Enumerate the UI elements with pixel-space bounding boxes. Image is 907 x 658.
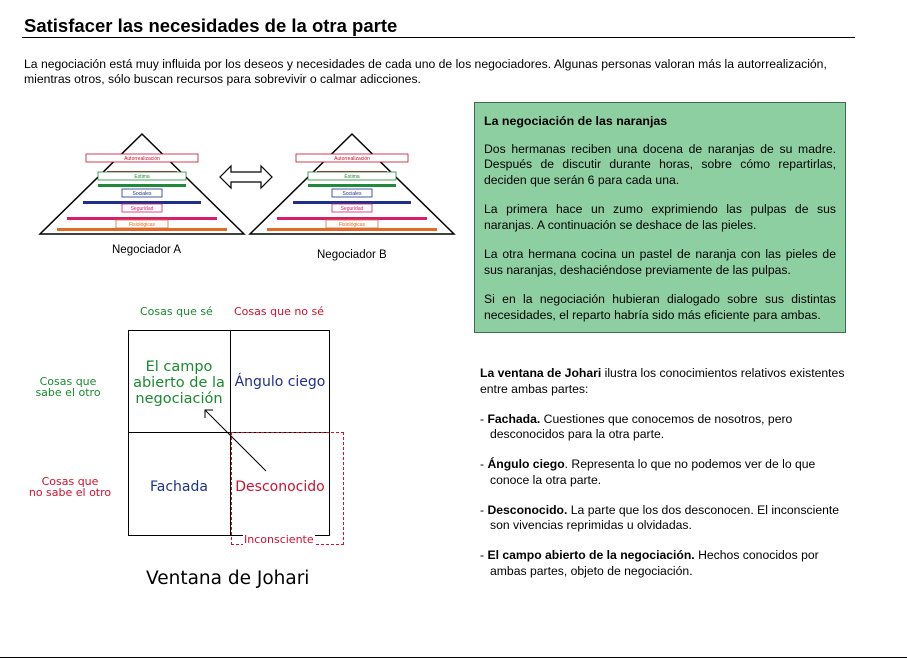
pyramid-tier-label: Sociales — [132, 191, 152, 197]
cell-open-line: abierto de la — [133, 375, 225, 391]
johari-caption: Ventana de Johari — [146, 568, 310, 589]
caption-negotiator-b: Negociador B — [317, 249, 387, 261]
cell-open-area — [128, 359, 230, 407]
oranges-heading: La negociación de las naranjas — [484, 114, 668, 128]
johari-intro-term: La ventana de Johari — [480, 366, 602, 380]
johari-item-term: Ángulo ciego — [487, 457, 565, 471]
johari-item-term: Desconocido. — [487, 502, 568, 517]
pyramid-tier-label: Fisiológicas — [338, 222, 366, 228]
cell-unknown: Desconocido — [235, 479, 325, 495]
oranges-paragraph: La primera hace un zumo exprimiendo las pulpas de sus naranjas. A continuación se deshace de las pieles. — [484, 202, 836, 232]
row-head-unknown-line: no sabe el otro — [28, 486, 112, 499]
johari-intro-text: ilustra los conocimientos relativos existentes entre ambas partes: — [480, 366, 845, 396]
johari-item-term: El campo abierto de la negociación. — [487, 548, 695, 562]
pyramid-tier-band — [308, 184, 396, 187]
cell-blind-spot: Ángulo ciego — [234, 374, 326, 390]
needs-pyramid-a — [38, 132, 246, 236]
pyramid-tier-band — [57, 228, 227, 231]
johari-intro — [480, 366, 852, 397]
pyramid-tier-label: Estima — [134, 174, 150, 180]
johari-item: - El campo abierto de la negociación. Hechos conocidos por ambas partes, objeto de negociación. — [480, 548, 819, 578]
arrow-icon — [200, 405, 270, 475]
pyramid-tier-band — [293, 201, 411, 204]
johari-item-desc: Hechos conocidos por ambas partes, objeto de negociación. — [490, 548, 819, 578]
cell-open-line: negociación — [135, 391, 223, 407]
title-underline — [22, 37, 855, 38]
caption-negotiator-a: Negociador A — [112, 244, 182, 256]
johari-item-desc: . Representa lo que no podemos ver de lo que conoce la otra parte. — [490, 457, 816, 487]
row-head-unknown — [18, 476, 122, 498]
pyramid-tier-band — [267, 228, 437, 231]
row-head-unknown-line: Cosas que — [41, 475, 99, 488]
johari-item: - Ángulo ciego. Representa lo que no podemos ver de lo que conoce la otra parte. — [480, 457, 816, 487]
needs-pyramid-b — [248, 132, 456, 236]
pyramid-tier-label: Sociales — [342, 191, 362, 197]
oranges-story-box — [474, 102, 846, 333]
pyramid-tier-label: Fisiológicas — [128, 222, 156, 228]
pyramid-tier-label: Seguridad — [130, 206, 154, 212]
pyramid-tier-label: Autorrealización — [124, 156, 160, 162]
johari-item: - Desconocido. La parte que los dos desconocen. El inconsciente son vivencias reprimidas u olvidadas. — [480, 502, 840, 532]
johari-item-desc: Cuestiones que conocemos de nosotros, pero desconocidos para la otra parte. — [490, 411, 793, 441]
johari-explanation — [480, 366, 852, 579]
oranges-paragraph: La otra hermana cocina un pastel de naranja con las pieles de sus naranjas, deshaciéndose previamente de las pulpas. — [484, 247, 836, 277]
pyramid-tier-band — [98, 184, 186, 187]
pyramid-tier-band — [83, 201, 201, 204]
oranges-paragraph: Si en la negociación hubieran dialogado sobre sus distintas necesidades, el reparto habría sido más eficiente para ambas. — [484, 292, 836, 322]
johari-item: - Fachada. Cuestiones que conocemos de nosotros, pero desconocidos para la otra parte. — [480, 411, 793, 441]
pyramid-tier-band — [67, 217, 217, 220]
oranges-paragraph: Dos hermanas reciben una docena de naranjas de su madre. Después de discutir durante horas, sobre cómo repartirlas, deciden que serán 6 para cada una. — [484, 141, 836, 187]
pyramid-tier-label: Estima — [344, 174, 360, 180]
col-head-known: Cosas que sé — [140, 305, 213, 318]
intro-paragraph: La negociación está muy influida por los deseos y necesidades de cada uno de los negociadores. Algunas personas valoran más la autorrealización, mientras otros, sólo buscan recursos para sobrevivir o calmar adicciones. — [24, 57, 827, 86]
pyramid-tier-label: Seguridad — [340, 206, 364, 212]
johari-item-desc: La parte que los dos desconocen. El inconsciente son vivencias reprimidas u olvidadas. — [490, 502, 840, 532]
row-head-known — [28, 376, 108, 398]
pyramid-tier-label: Autorrealización — [334, 156, 370, 162]
johari-item-term: Fachada. — [487, 411, 541, 426]
subconscious-label: Inconsciente — [244, 533, 314, 546]
page-title: Satisfacer las necesidades de la otra parte — [24, 15, 398, 36]
row-head-known-line: sabe el otro — [35, 386, 101, 399]
cell-open-line: El campo — [145, 359, 213, 375]
pyramid-tier-band — [277, 217, 427, 220]
col-head-unknown: Cosas que no sé — [234, 305, 325, 318]
cell-facade: Fachada — [150, 479, 208, 495]
row-head-known-line: Cosas que — [39, 375, 97, 388]
